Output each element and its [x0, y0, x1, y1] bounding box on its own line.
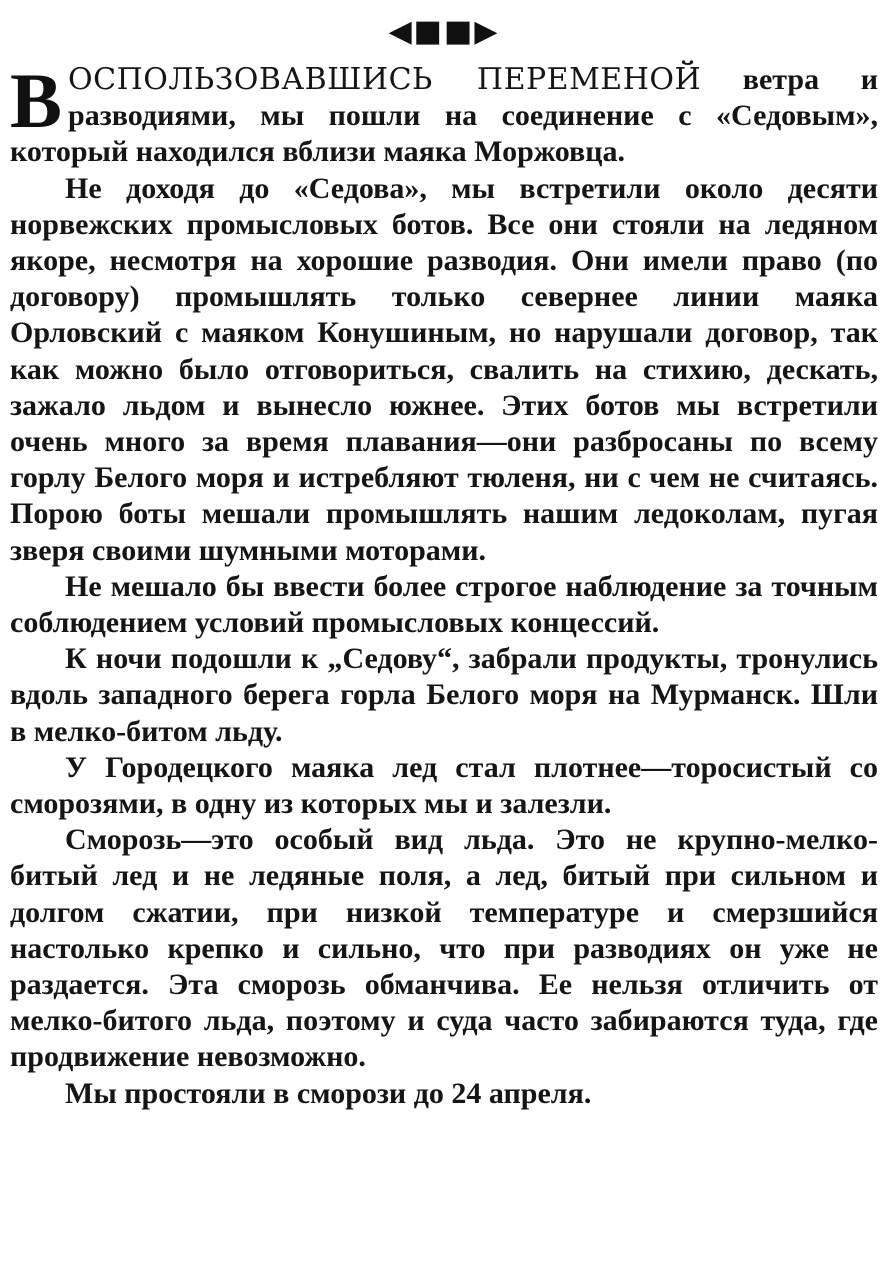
paragraph-4: К ночи подошли к „Седову“, забрали продукты, тронулись вдоль западного берега горла Белого моря на Мурманск. Шли в мелко-битом льду.: [10, 642, 878, 748]
paragraph-6: Сморозь—это особый вид льда. Это не крупно-мелко-битый лед и не ледяные поля, а лед, битый при сильном и долгом сжатии, при низкой температуре и смерзшийся настолько крепко и сильно, что при разводиях он уже не раздается. Эта сморозь обманчива. Ее нельзя отличить от мелко-битого льда, поэтому и суда часто забираются туда, где продвижение невозможно.: [10, 823, 878, 1074]
lead-in-text: ОСПОЛЬЗОВАВШИСЬ ПЕРЕМЕНОЙ: [68, 62, 702, 97]
page-ornament: ◀■■▶: [388, 14, 500, 49]
article-body: [10, 57, 879, 1112]
paragraph-5: У Городецкого маяка лед стал плотнее—торосистый со сморозями, в одну из которых мы и залезли.: [10, 750, 878, 821]
paragraph-2: Не доходя до «Седова», мы встретили около десяти норвежских промысловых ботов. Все они стояли на ледяном якоре, несмотря на хорошие разводия. Они имели право (по договору) промышлять только севернее линии маяка Орловский с маяком Конушиным, но нарушали договор, так как можно было отговориться, свалить на стихию, дескать, зажало льдом и вынесло южнее. Этих ботов мы встретили очень много за время плавания—они разбросаны по всему горлу Белого моря и истребляют тюленя, ни с чем не считаясь. Порою боты мешали промышлять нашим ледоколам, пугая зверя своими шумными моторами.: [10, 171, 878, 567]
paragraph-3: Не мешало бы ввести более строгое наблюдение за точным соблюдением условий промысловых концессий.: [10, 569, 878, 640]
drop-cap: В: [10, 57, 63, 144]
paragraph-1-text: ветра и разводиями, мы пошли на соединение с «Седовым», который находился вблизи маяка Моржовца.: [10, 63, 879, 169]
paragraph-1: [10, 57, 879, 171]
paragraph-7: Мы простояли в сморози до 24 апреля.: [65, 1076, 592, 1110]
